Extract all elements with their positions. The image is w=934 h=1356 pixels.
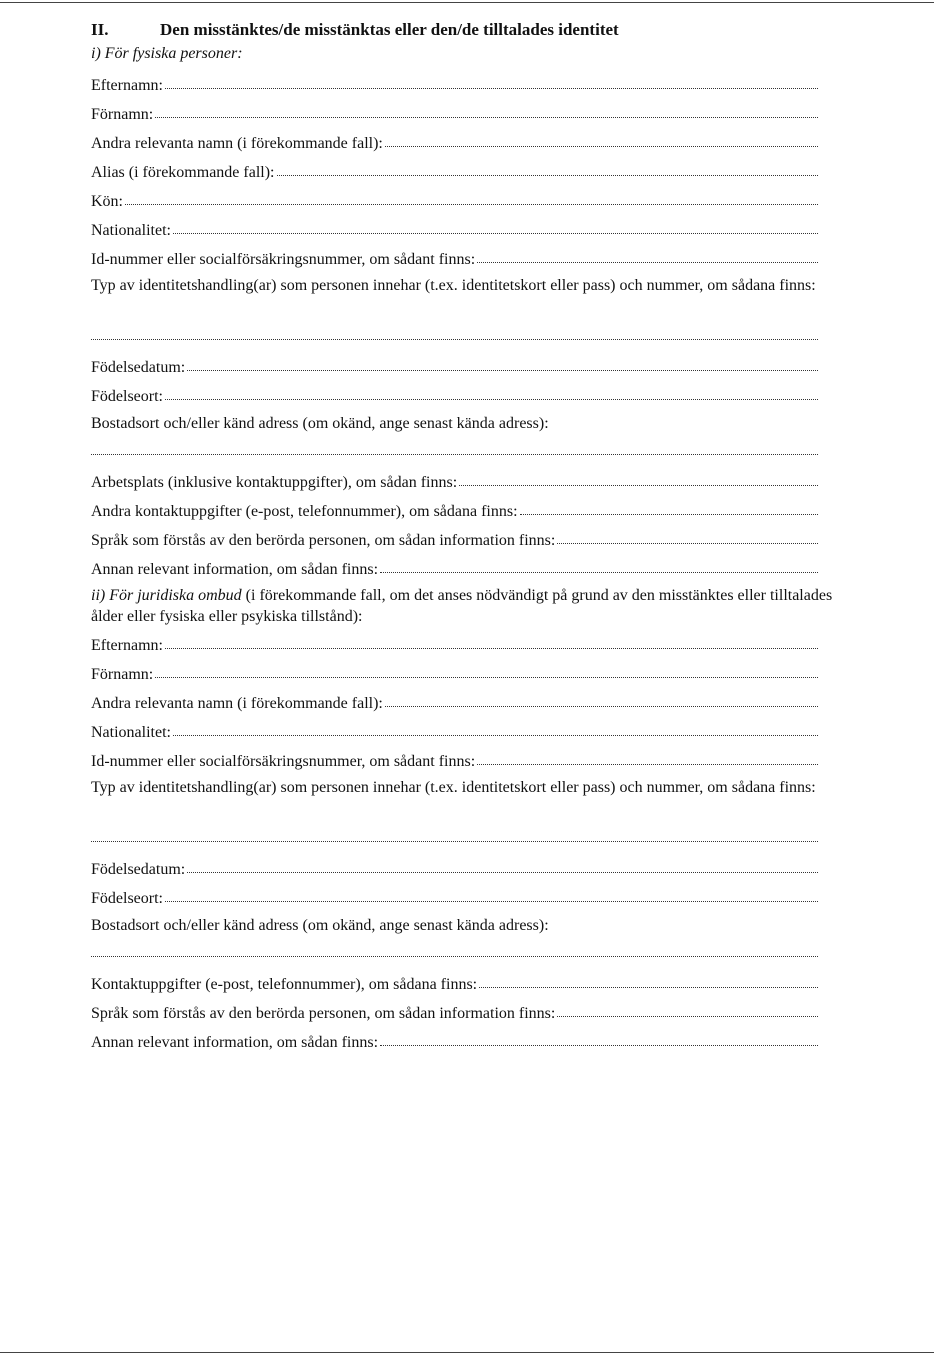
field-dotted-input[interactable] — [557, 526, 818, 544]
field-label: Kontaktuppgifter (e-post, telefonnummer), om sådana finns: — [91, 976, 478, 993]
field-dotted-input[interactable] — [173, 718, 818, 736]
legal-representatives-address-field[interactable] — [91, 942, 818, 957]
field-dotted-input[interactable] — [385, 689, 818, 707]
form-field-row — [91, 354, 818, 383]
field-dotted-input[interactable] — [380, 1028, 818, 1046]
form-field-row — [91, 101, 818, 130]
form-field-row — [91, 72, 818, 101]
form-field-row — [91, 246, 818, 275]
field-dotted-input[interactable] — [277, 158, 819, 176]
field-dotted-input[interactable] — [520, 497, 818, 515]
form-field-row — [91, 383, 818, 412]
field-label: Födelsedatum: — [91, 861, 186, 878]
legal-representatives-fields-c — [91, 971, 836, 1058]
field-dotted-input[interactable] — [459, 468, 818, 486]
field-label: Språk som förstås av den berörda personen, om sådan information finns: — [91, 532, 556, 549]
field-label: Id-nummer eller socialförsäkringsnummer, om sådant finns: — [91, 251, 476, 268]
field-label: Förnamn: — [91, 666, 154, 683]
section-heading — [91, 17, 836, 43]
field-label: Språk som förstås av den berörda personen, om sådan information finns: — [91, 1005, 556, 1022]
field-label: Födelseort: — [91, 890, 163, 907]
field-label: Förnamn: — [91, 106, 154, 123]
form-field-row — [91, 1000, 818, 1029]
form-field-row — [91, 632, 818, 661]
form-field-row — [91, 719, 818, 748]
field-dotted-input[interactable] — [155, 100, 818, 118]
form-field-row — [91, 856, 818, 885]
field-dotted-input[interactable] — [165, 382, 818, 400]
field-label: Efternamn: — [91, 637, 163, 654]
form-field-row — [91, 130, 818, 159]
form-field-row — [91, 527, 818, 556]
natural-persons-address-field[interactable] — [91, 440, 818, 455]
field-label: Alias (i förekommande fall): — [91, 164, 275, 181]
natural-persons-subheading — [91, 43, 836, 72]
natural-persons-id-document-label: Typ av identitetshandling(ar) som personen innehar (t.ex. identitetskort eller pass) och nummer, om sådana finns: — [91, 277, 816, 294]
form-field-row — [91, 556, 818, 585]
section-title: Den misstänktes/de misstänktas eller den/de tilltalades identitet — [160, 20, 619, 39]
field-dotted-input[interactable] — [479, 970, 818, 988]
form-field-row — [91, 690, 818, 719]
form-field-row — [91, 188, 818, 217]
form-field-row — [91, 971, 818, 1000]
natural-persons-fields-c — [91, 469, 836, 585]
form-page — [91, 17, 836, 1058]
natural-persons-fields-b — [91, 354, 836, 412]
natural-persons-title: i) För fysiska personer: — [91, 45, 243, 62]
field-dotted-input[interactable] — [477, 245, 818, 263]
form-field-row — [91, 469, 818, 498]
legal-representatives-id-document-label: Typ av identitetshandling(ar) som personen innehar (t.ex. identitetskort eller pass) och nummer, om sådana finns: — [91, 779, 816, 796]
legal-representatives-title: ii) För juridiska ombud — [91, 587, 242, 604]
form-field-row — [91, 748, 818, 777]
field-dotted-input[interactable] — [165, 884, 818, 902]
legal-representatives-fields-b — [91, 856, 836, 914]
field-label: Födelsedatum: — [91, 359, 186, 376]
legal-representatives-title-rest: (i förekommande fall, om det anses nödvändigt på grund av den misstänktes eller tilltalades ålder eller fysiska eller psykiska tillstånd): — [91, 587, 833, 625]
top-border-line — [0, 2, 934, 3]
field-label: Nationalitet: — [91, 222, 171, 239]
field-label: Id-nummer eller socialförsäkringsnummer, om sådant finns: — [91, 753, 476, 770]
field-label: Nationalitet: — [91, 724, 171, 741]
field-dotted-input[interactable] — [173, 216, 818, 234]
field-label: Efternamn: — [91, 77, 163, 94]
field-dotted-input[interactable] — [125, 187, 818, 205]
form-field-row — [91, 661, 818, 690]
field-label: Andra relevanta namn (i förekommande fall): — [91, 135, 383, 152]
field-dotted-input[interactable] — [477, 747, 818, 765]
field-dotted-input[interactable] — [187, 353, 818, 371]
field-dotted-input[interactable] — [380, 555, 818, 573]
legal-representatives-id-document-field[interactable] — [91, 827, 818, 842]
form-field-row — [91, 1029, 818, 1058]
field-dotted-input[interactable] — [165, 71, 818, 89]
field-label: Annan relevant information, om sådan finns: — [91, 1034, 379, 1051]
natural-persons-address-label: Bostadsort och/eller känd adress (om okänd, ange senast kända adress): — [91, 415, 549, 432]
field-dotted-input[interactable] — [385, 129, 818, 147]
legal-representatives-subheading — [91, 585, 836, 632]
field-dotted-input[interactable] — [165, 631, 818, 649]
natural-persons-fields-a — [91, 72, 836, 275]
field-dotted-input[interactable] — [155, 660, 818, 678]
field-label: Andra relevanta namn (i förekommande fall): — [91, 695, 383, 712]
bottom-border-line — [0, 1352, 934, 1353]
field-dotted-input[interactable] — [557, 999, 818, 1017]
form-field-row — [91, 885, 818, 914]
form-field-row — [91, 217, 818, 246]
section-number: II. — [91, 20, 109, 39]
natural-persons-id-document-field[interactable] — [91, 325, 818, 340]
legal-representatives-address-label: Bostadsort och/eller känd adress (om okänd, ange senast kända adress): — [91, 917, 549, 934]
field-label: Annan relevant information, om sådan finns: — [91, 561, 379, 578]
field-dotted-input[interactable] — [187, 855, 818, 873]
form-field-row — [91, 498, 818, 527]
field-label: Arbetsplats (inklusive kontaktuppgifter), om sådan finns: — [91, 474, 458, 491]
field-label: Födelseort: — [91, 388, 163, 405]
field-label: Kön: — [91, 193, 123, 210]
legal-representatives-fields-a — [91, 632, 836, 777]
field-label: Andra kontaktuppgifter (e-post, telefonnummer), om sådana finns: — [91, 503, 518, 520]
form-field-row — [91, 159, 818, 188]
